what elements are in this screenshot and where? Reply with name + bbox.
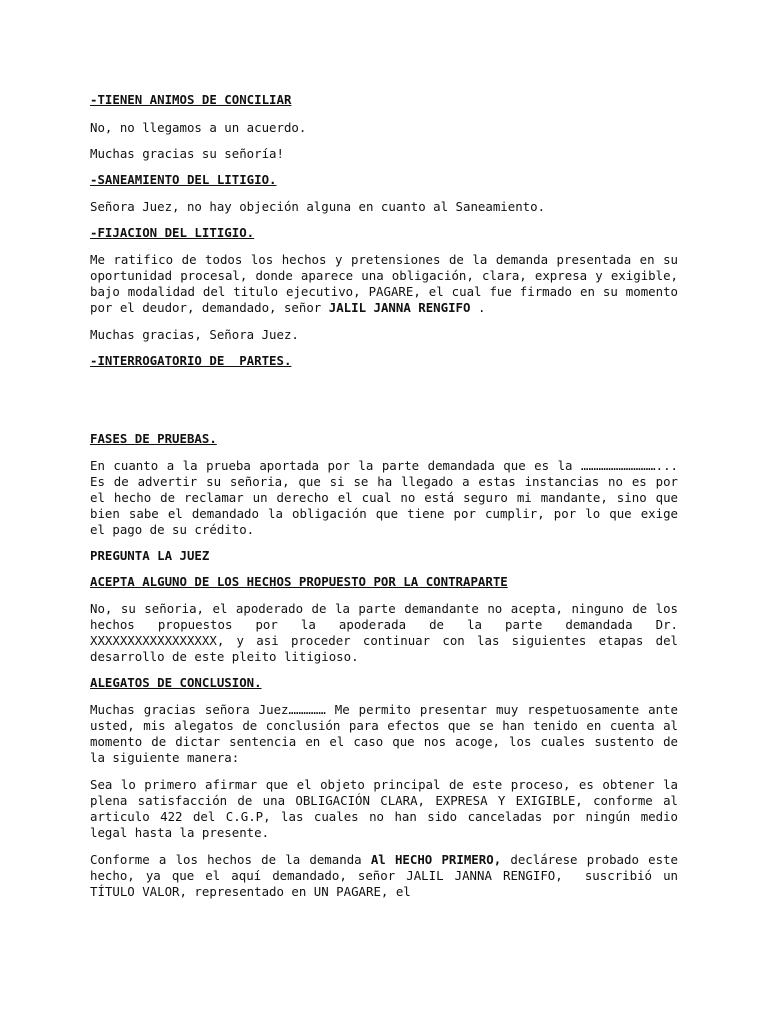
paragraph-gracias-1: Muchas gracias su señoría! [90,146,284,161]
heading-saneamiento: -SANEAMIENTO DEL LITIGIO. [90,172,277,187]
heading-interrogatorio: -INTERROGATORIO DE PARTES. [90,353,292,368]
conforme-bold: Al HECHO PRIMERO, [370,852,502,867]
fijacion-text: Me ratifico de todos los hechos y pretensiones de la demanda presentada en su oportunidad procesal, donde aparece una obligación, clara, expresa y exigible, bajo modalidad del titulo ejecutivo, PAGARE, el cual fue firmado en su momento por el deudor, demandado, señor [90,252,678,315]
conforme-end: declárese probado este hecho, ya que el aquí demandado, señor JALIL JANNA RENGIFO, suscribió un TÍTULO VALOR, representado en UN PAGARE, el [90,852,686,899]
paragraph-gracias-2: Muchas gracias, Señora Juez. [90,327,299,342]
heading-acepta: ACEPTA ALGUNO DE LOS HECHOS PROPUESTO POR LA CONTRAPARTE [90,574,508,589]
paragraph-saneamiento: Señora Juez, no hay objeción alguna en cuanto al Saneamiento. [90,199,546,214]
heading-alegatos: ALEGATOS DE CONCLUSION. [90,675,262,690]
fijacion-name: JALIL JANNA RENGIFO [328,300,471,315]
paragraph-objeto: Sea lo primero afirmar que el objeto principal de este proceso, es obtener la plena satisfacción de una OBLIGACIÓN CLARA, EXPRESA Y EXIGIBLE, conforme al articulo 422 del C.G.P, las cuales no han sido canceladas por ningún medio legal hasta la presente. [90,777,678,840]
heading-fases: FASES DE PRUEBAS. [90,431,217,446]
paragraph-acepta: No, su señoria, el apoderado de la parte demandante no acepta, ninguno de los hechos propuestos por la apoderada de la parte demandada Dr. XXXXXXXXXXXXXXXXX, y asi proceder continuar con las siguientes etapas del desarrollo de este pleito litigioso. [90,601,678,664]
document-body [90,92,686,900]
paragraph-fijacion [90,252,678,316]
paragraph-no-acuerdo: No, no llegamos a un acuerdo. [90,120,307,135]
paragraph-alegatos: Muchas gracias señora Juez…………… Me permito presentar muy respetuosamente ante usted, mis alegatos de conclusión para efectos que se han tenido en cuenta al momento de dictar sentencia en el caso que nos acoge, los cuales sustento de la siguiente manera: [90,702,678,765]
fijacion-end: . [470,300,486,315]
conforme-start: Conforme a los hechos de la demanda [90,852,371,867]
paragraph-conforme [90,852,686,900]
paragraph-fases: En cuanto a la prueba aportada por la parte demandada que es la …………………………... Es de advertir su señoria, que si se ha llegado a estas instancias no es por el hecho de reclamar un derecho el cual no está seguro mi mandante, sino que bien sabe el demandado la obligación que tiene por cumplir, por lo que exige el pago de su crédito. [90,458,678,537]
heading-fijacion: -FIJACION DEL LITIGIO. [90,225,255,240]
heading-conciliar: -TIENEN ANIMOS DE CONCILIAR [90,92,292,107]
heading-pregunta: PREGUNTA LA JUEZ [90,548,210,563]
